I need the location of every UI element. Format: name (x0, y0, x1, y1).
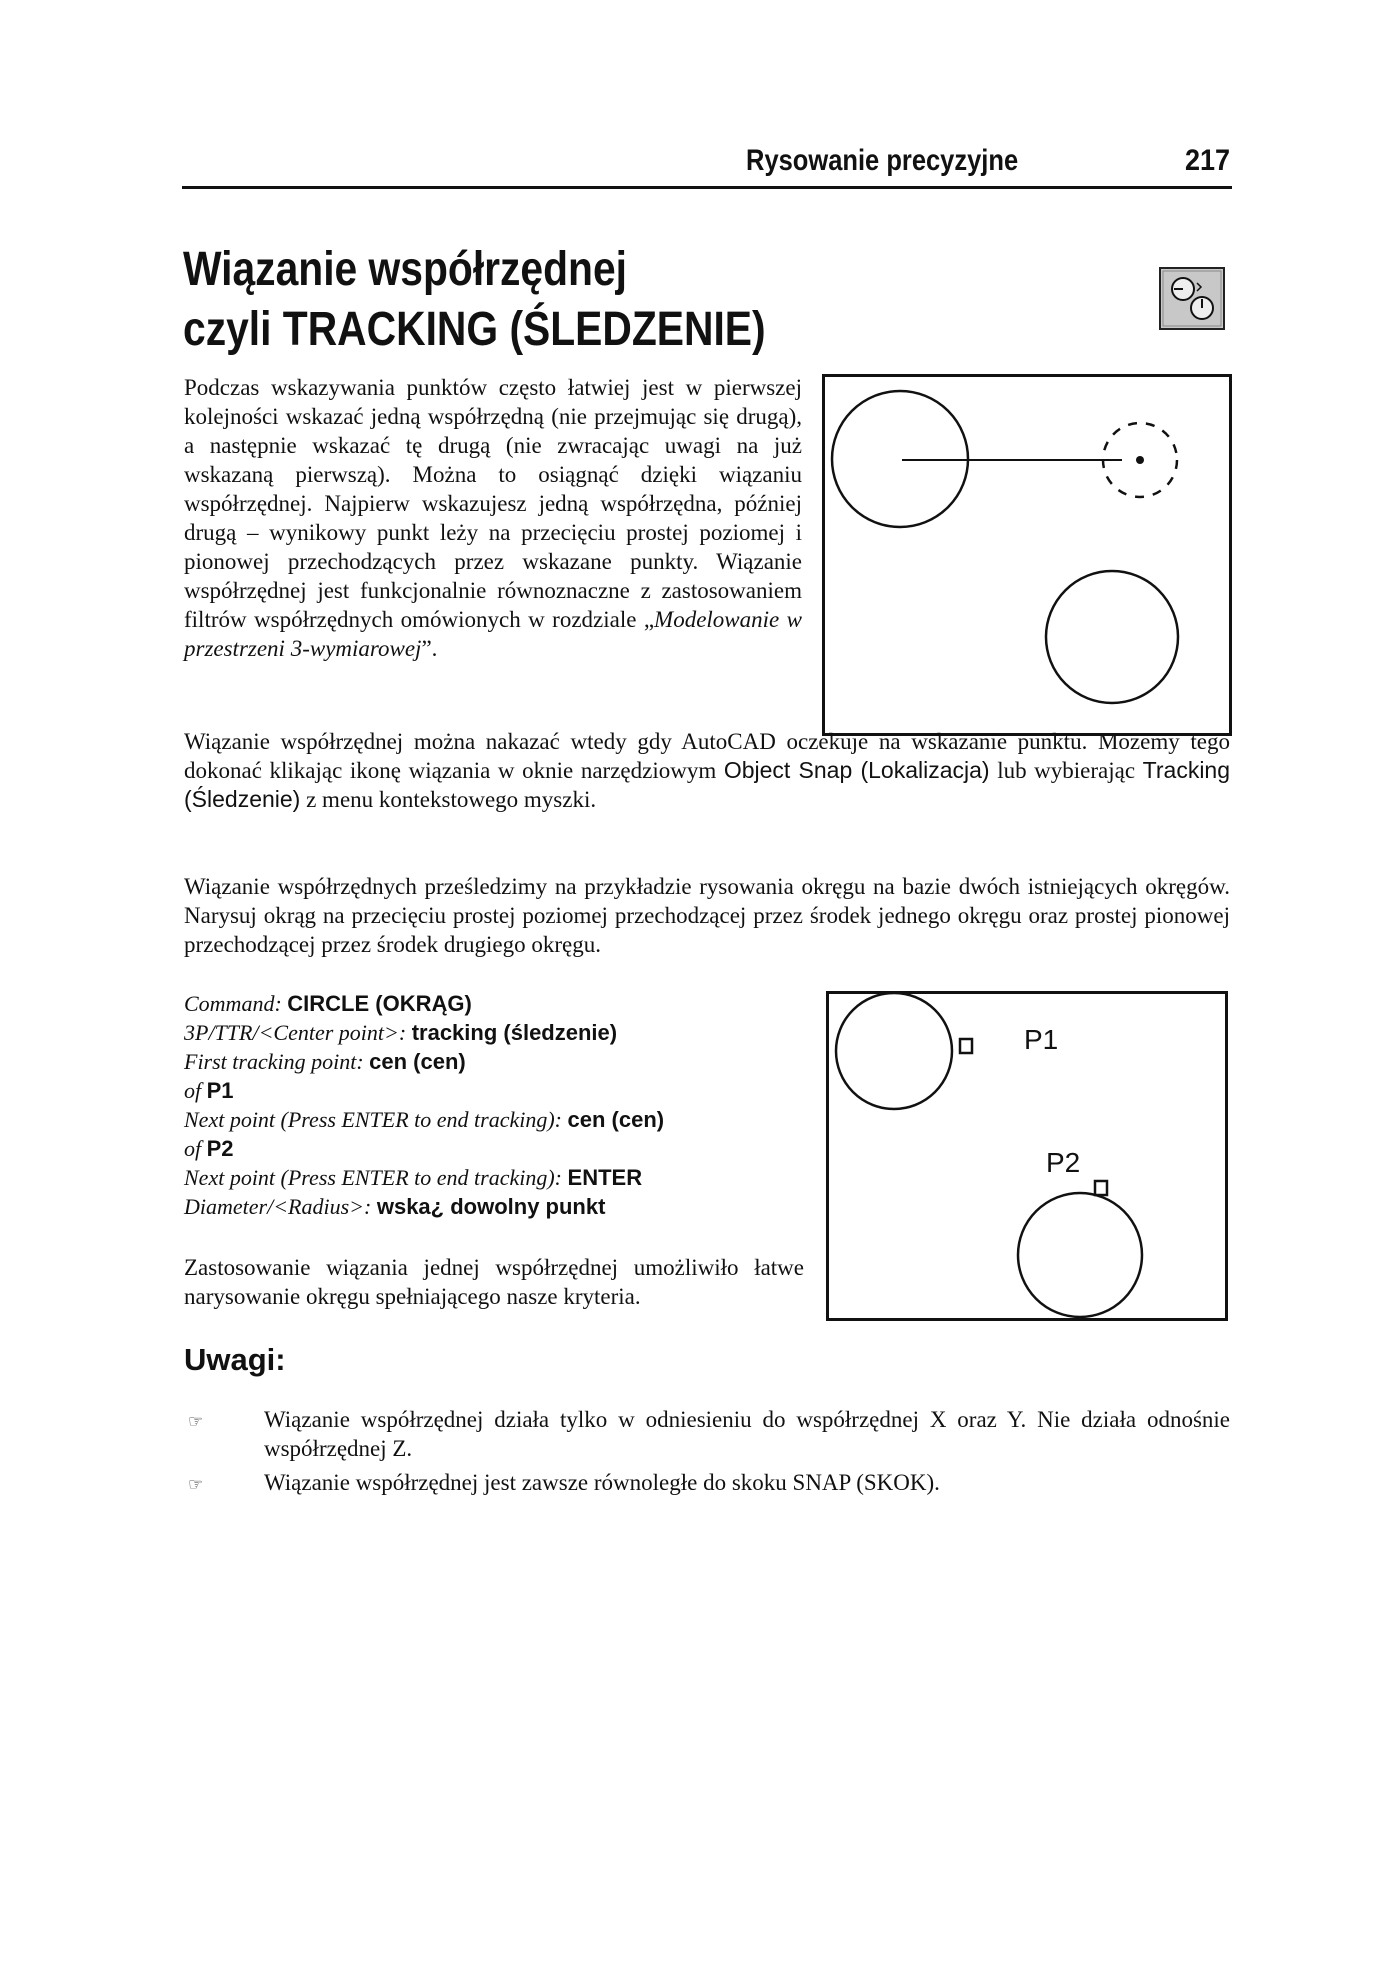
running-title: Rysowanie precyzyjne (745, 144, 1018, 177)
tracking-toolbar-icon (1159, 267, 1225, 330)
example-paragraph: Wiązanie współrzędnych prześledzimy na przykładzie rysowania okręgu na bazie dwóch istniejących okręgów. Narysuj okrąg na przecięciu prostej poziomej przechodzącej przez środek jednego okręgu oraz prostej pionowej przechodzącej przez środek drugiego okręgu. (184, 874, 1230, 957)
section-title (183, 240, 766, 360)
command-line: Next point (Press ENTER to end tracking): ENTER (184, 1165, 643, 1190)
header-rule (182, 186, 1232, 189)
figure-tracking-illustration (822, 374, 1232, 736)
running-header (182, 142, 1230, 188)
command-line: of P2 (184, 1136, 234, 1161)
section-title-line-1: Wiązanie współrzędnej (183, 243, 628, 296)
chapter-reference: Modelowanie w przestrzeni 3-wymiarowej (184, 607, 802, 661)
object-snap-term: Object Snap (Lokalizacja) (723, 757, 990, 783)
tracking-paragraph: Wiązanie współrzędnej można nakazać wtedy gdy AutoCAD oczekuje na wskazanie punktu. Możemy tego dokonać klikając ikonę wiązania w oknie narzędziowym Object Snap (Lokalizacja) lub wybierając Tracking (Śledzenie) z menu kontekstowego myszki. (184, 729, 1231, 812)
command-line: Next point (Press ENTER to end tracking): cen (cen) (184, 1107, 665, 1132)
label-p2: P2 (1046, 1147, 1081, 1178)
figure-p1-p2-illustration (826, 991, 1228, 1321)
label-p1: P1 (1024, 1024, 1059, 1055)
center-point (1136, 456, 1144, 464)
tracking-menu-term: Tracking (Śledzenie) (184, 757, 1231, 812)
intro-paragraph: Podczas wskazywania punktów często łatwiej jest w pierwszej kolejności wskazać jedną współrzędną (nie przejmując się drugą), a następnie wskazać tę drugą (nie zwracając uwagi na już wskazaną pierwszą). Można to osiągnąć dzięki wiązaniu współrzędnej. Najpierw wskazujesz jedną współrzędna, później drugą – wynikowy punkt leży na przecięciu prostej poziomej i pionowej przechodzących przez wskazane punkty. Wiązanie współrzędnej jest funkcjonalnie równoznaczne z zastosowaniem filtrów współrzędnych omówionych w rozdziale „Modelowanie w przestrzeni 3-wymiarowej”. (184, 375, 802, 661)
command-line: 3P/TTR/<Center point>: tracking (śledzenie) (184, 1020, 618, 1045)
command-line: Command: CIRCLE (OKRĄG) (184, 991, 472, 1016)
pointing-hand-icon: ☞ (188, 1475, 204, 1494)
command-line: First tracking point: cen (cen) (184, 1049, 466, 1074)
section-title-line-2: czyli TRACKING (ŚLEDZENIE) (183, 303, 766, 356)
command-line: Diameter/<Radius>: wska¿ dowolny punkt (184, 1194, 606, 1219)
command-sequence (184, 989, 814, 1221)
result-paragraph: Zastosowanie wiązania jednej współrzędnej umożliwiło łatwe narysowanie okręgu spełniającego nasze kryteria. (184, 1255, 804, 1309)
page-number: 217 (1184, 144, 1230, 177)
command-line: of P1 (184, 1078, 234, 1103)
pointing-hand-icon: ☞ (188, 1412, 204, 1431)
notes-heading: Uwagi: (184, 1342, 286, 1377)
